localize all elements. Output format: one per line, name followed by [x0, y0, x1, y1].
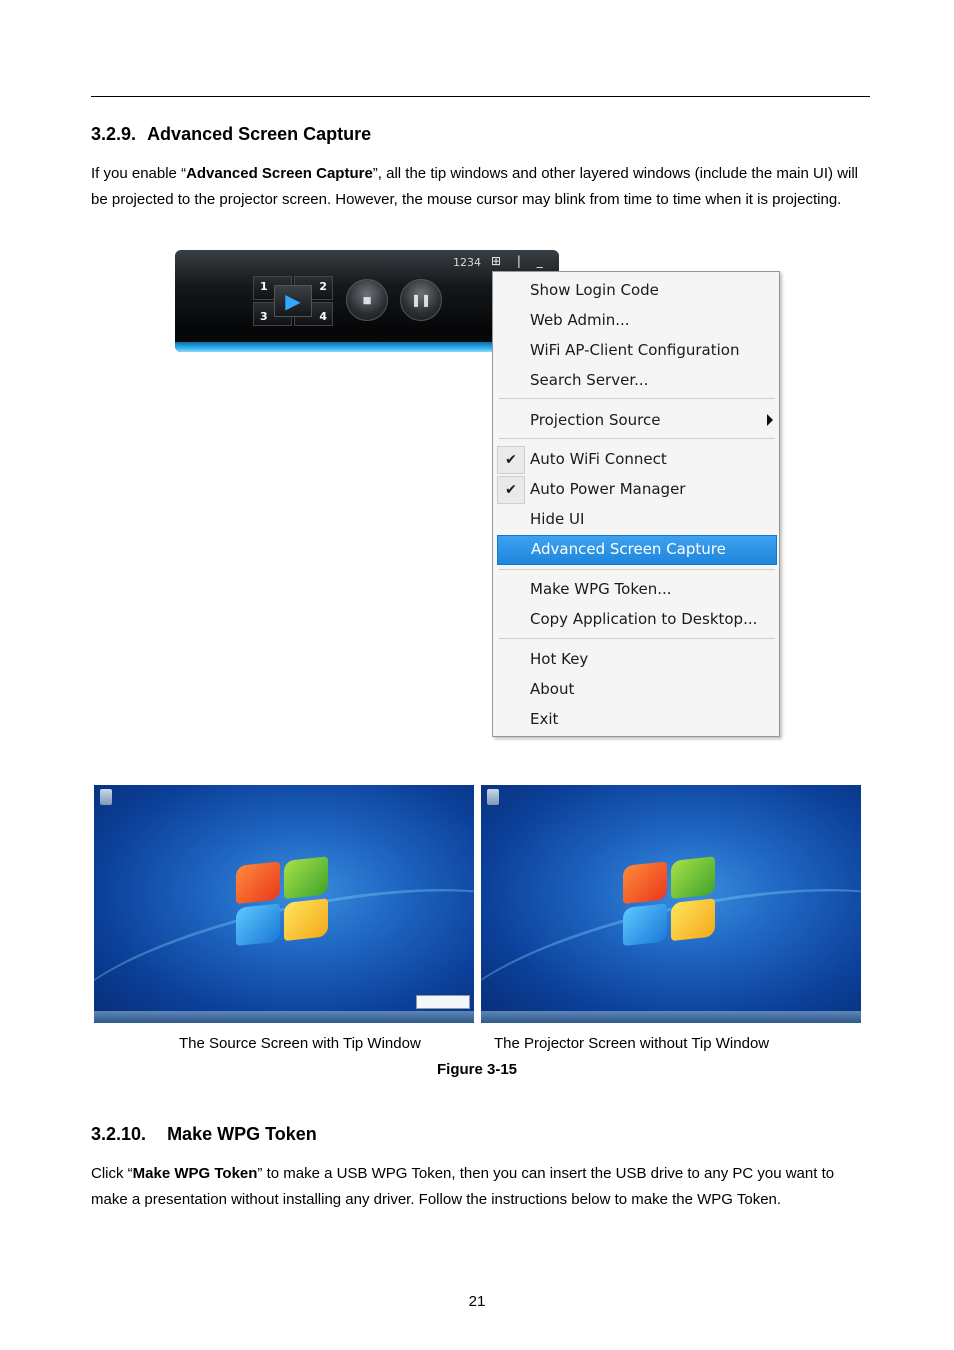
quadrant-label: 3: [260, 310, 268, 323]
menu-item-label: Hot Key: [530, 650, 589, 668]
section-title: Advanced Screen Capture: [147, 124, 372, 144]
tip-window: [416, 995, 470, 1009]
para-bold-term: Advanced Screen Capture: [186, 165, 373, 182]
menu-item-web-admin[interactable]: [497, 307, 777, 335]
menu-item-hide-ui[interactable]: [497, 506, 777, 534]
windows-logo-icon: [623, 856, 719, 952]
section-number: 3.2.10.: [91, 1124, 147, 1144]
caption-projector-screen: The Projector Screen without Tip Window: [494, 1035, 770, 1052]
submenu-arrow-icon: [767, 414, 773, 426]
menu-item-label: Auto Power Manager: [530, 480, 686, 498]
checkmark-icon: ✔: [497, 446, 525, 474]
section-title: Make WPG Token: [167, 1124, 317, 1144]
menu-item-copy-application-to-desktop[interactable]: [497, 606, 777, 634]
section-heading-make-wpg-token: [91, 1124, 317, 1145]
menu-item-auto-wifi-connect[interactable]: [497, 446, 777, 474]
menu-item-label: Advanced Screen Capture: [531, 540, 726, 558]
recycle-bin-icon: [100, 789, 112, 805]
menu-item-label: About: [530, 680, 575, 698]
para-text: ”, all the tip windows and other layered windows (include the main UI) will be projected to the projector screen. However, the mouse cursor may blink from time to time when it is projecting.: [91, 165, 859, 208]
menu-item-label: Exit: [530, 710, 559, 728]
figure-label: Figure 3-15: [436, 1061, 518, 1078]
quadrant-label: 1: [260, 280, 268, 293]
para-text: Click “: [91, 1165, 133, 1182]
recycle-bin-icon: [487, 789, 499, 805]
page-number: 21: [468, 1293, 486, 1310]
stop-icon[interactable]: ■: [346, 279, 388, 321]
menu-item-label: WiFi AP-Client Configuration: [530, 341, 740, 359]
projector-screen-image: [481, 785, 861, 1023]
caption-source-screen: The Source Screen with Tip Window: [179, 1035, 421, 1052]
split-screen-selector[interactable]: [253, 276, 333, 326]
menu-item-label: Web Admin...: [530, 311, 630, 329]
menu-separator: [499, 569, 775, 570]
menu-item-label: Copy Application to Desktop...: [530, 610, 758, 628]
menu-item-show-login-code[interactable]: [497, 277, 777, 305]
menu-item-label: Show Login Code: [530, 281, 659, 299]
taskbar: [481, 1011, 861, 1023]
menu-item-label: Auto WiFi Connect: [530, 450, 667, 468]
menu-item-label: Search Server...: [530, 371, 649, 389]
menu-item-search-server[interactable]: [497, 367, 777, 395]
taskbar: [94, 1011, 474, 1023]
menu-separator: [499, 638, 775, 639]
pause-icon[interactable]: ❚❚: [400, 279, 442, 321]
context-menu: [492, 271, 780, 737]
menu-item-auto-power-manager[interactable]: [497, 476, 777, 504]
para-text: ” to make a USB WPG Token, then you can insert the USB drive to any PC you want to make a presentation without installing any driver. Follow the instructions below to make the WPG Token.: [91, 1165, 835, 1208]
section-number: 3.2.9.: [91, 124, 137, 144]
menu-item-advanced-screen-capture[interactable]: [497, 535, 777, 565]
source-screen-image: [94, 785, 474, 1023]
menu-item-exit[interactable]: [497, 706, 777, 734]
quadrant-label: 4: [319, 310, 327, 323]
login-code-display: 1234: [453, 256, 481, 269]
checkmark-icon: ✔: [497, 476, 525, 504]
play-icon[interactable]: ▶: [274, 285, 312, 317]
section-paragraph-make-wpg-token: [91, 1161, 871, 1212]
header-rule: [91, 96, 870, 97]
section-heading-advanced-screen-capture: [91, 124, 371, 145]
quadrant-label: 2: [319, 280, 327, 293]
window-controls-icon[interactable]: ⊞ | _: [491, 254, 549, 268]
menu-item-label: Projection Source: [530, 411, 661, 429]
menu-item-label: Make WPG Token...: [530, 580, 672, 598]
menu-separator: [499, 438, 775, 439]
windows-logo-icon: [236, 856, 332, 952]
menu-item-about[interactable]: [497, 676, 777, 704]
para-bold-term: Make WPG Token: [132, 1165, 258, 1182]
para-text: If you enable “: [91, 165, 187, 182]
menu-separator: [499, 398, 775, 399]
section-paragraph-advanced-screen-capture: [91, 161, 871, 212]
menu-item-wifi-ap-client-configuration[interactable]: [497, 337, 777, 365]
menu-item-label: Hide UI: [530, 510, 585, 528]
menu-item-projection-source[interactable]: [497, 407, 777, 435]
menu-item-hot-key[interactable]: [497, 646, 777, 674]
menu-item-make-wpg-token[interactable]: [497, 576, 777, 604]
